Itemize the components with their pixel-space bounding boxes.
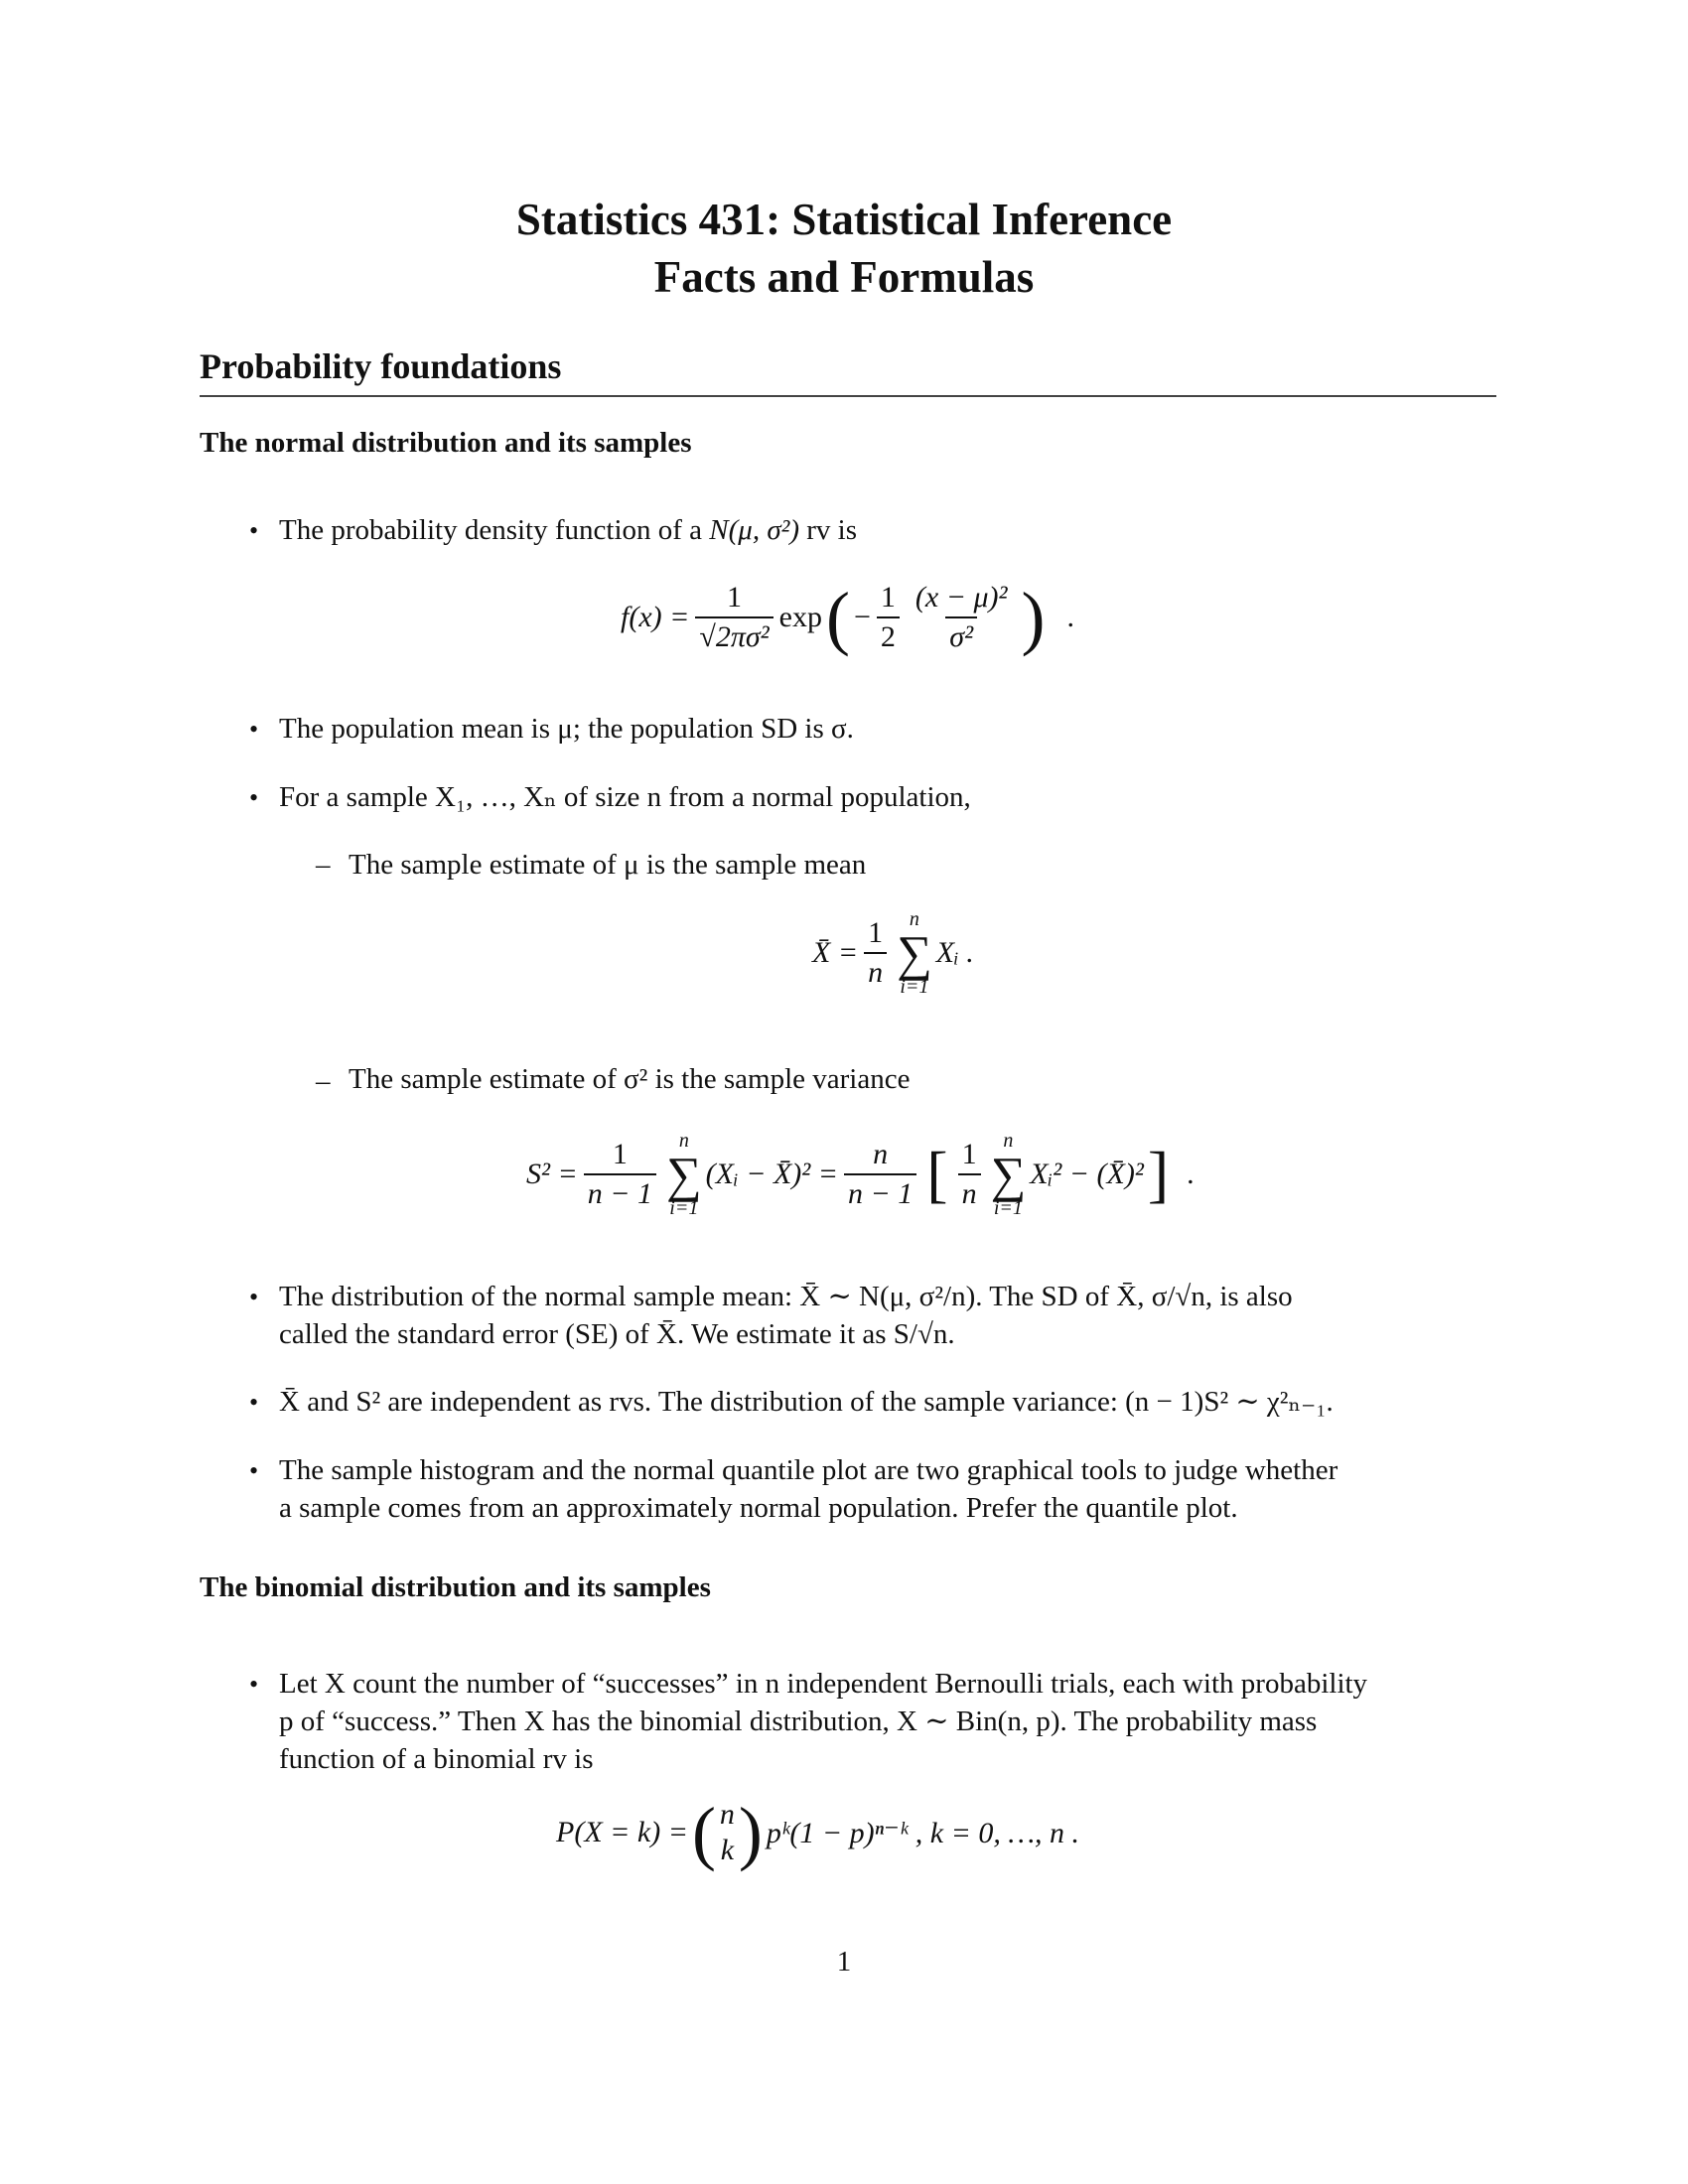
sample-variance-distribution-text: X̄ and S² are independent as rvs. The distribution of the sample variance: (n − 1)S² ∼ χ²ₙ₋₁. <box>279 1386 1334 1418</box>
graphical-tools-text: The sample histogram and the normal quantile plot are two graphical tools to judge whether a sample comes from an approximately normal population. Prefer the quantile plot. <box>279 1454 1338 1524</box>
section-rule <box>200 395 1496 397</box>
sample-variance-intro: The sample estimate of σ² is the sample variance <box>349 1063 911 1095</box>
dash-icon: – <box>316 849 331 881</box>
equation-normal-pdf: f(x) = 1 √ 2πσ² exp ( − $\frac{1}{2}$ $\frac{\text{(x − μ)²}}{\text{σ²}}$ ) . <box>621 578 1074 657</box>
equation-binomial-pmf: P(X = k) = ( n k ) pᵏ(1 − p)ⁿ⁻ᵏ , k = 0, …, n . <box>556 1793 1080 1872</box>
bullet-icon: • <box>249 1283 259 1311</box>
math-normal-dist: N(μ, σ²) <box>709 514 800 546</box>
bullet-icon: • <box>249 1456 259 1485</box>
bullet-icon: • <box>249 1388 259 1417</box>
subsection-heading-normal: The normal distribution and its samples <box>200 427 692 459</box>
section-heading: Probability foundations <box>200 346 562 386</box>
bullet-icon: • <box>249 783 259 812</box>
bullet-icon: • <box>249 1670 259 1699</box>
binomial-intro-text: Let X count the number of “successes” in n independent Bernoulli trials, each with probability p of “success.” Then X has the binomial distribution, X ∼ Bin(n, p). The probability mass function of a binomial rv is <box>279 1668 1368 1775</box>
equation-sample-variance: S² = $\frac{1}{n - 1}$ n ∑ i=1 (Xᵢ − X̄)² = $\frac{n}{n - 1}$ [ $\frac{1}{n}$ n ∑ i=1 Xᵢ² − (X̄)² ] . <box>526 1130 1195 1219</box>
dash-icon: – <box>316 1065 331 1097</box>
normal-pdf-intro: The probability density function of a N(μ, σ²) rv is <box>279 514 858 546</box>
page-number: 1 <box>836 1946 852 1978</box>
document-title-line2: Facts and Formulas <box>653 252 1035 302</box>
sample-mean-distribution-text: The distribution of the normal sample mean: X̄ ∼ N(μ, σ²/n). The SD of X̄, σ/√n, is also called the standard error (SE) of X̄. We estimate it as S/√n. <box>279 1281 1293 1350</box>
sample-intro-text: For a sample X₁, …, Xₙ of size n from a normal population, <box>279 781 971 813</box>
bullet-icon: • <box>249 516 259 545</box>
subsection-heading-binomial: The binomial distribution and its samples <box>200 1571 711 1603</box>
equation-sample-mean: X̄ = $\frac{1}{n}$ n ∑ i=1 Xᵢ . <box>812 908 974 998</box>
document-title-line1: Statistics 431: Statistical Inference <box>515 195 1173 244</box>
sample-mean-intro: The sample estimate of μ is the sample mean <box>349 849 867 881</box>
bullet-icon: • <box>249 715 259 744</box>
population-params-text: The population mean is μ; the population SD is σ. <box>279 713 854 745</box>
